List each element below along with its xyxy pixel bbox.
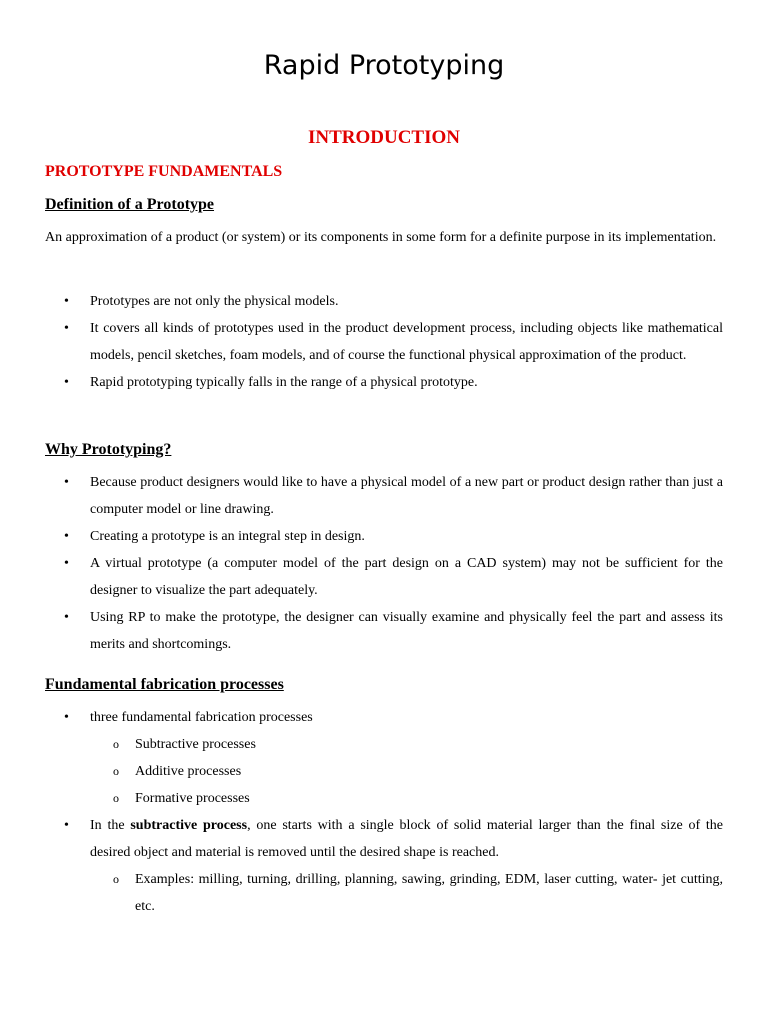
examples-sublist bbox=[90, 866, 723, 920]
fabrication-processes-heading: Fundamental fabrication processes bbox=[45, 676, 284, 693]
list-item bbox=[45, 812, 723, 920]
sublist-item: o Examples: milling, turning, drilling, planning, sawing, grinding, EDM, laser cutting, water- jet cutting, etc. bbox=[90, 866, 723, 920]
sublist-item: o Formative processes bbox=[90, 785, 723, 812]
list-item: • Creating a prototype is an integral step in design. bbox=[45, 523, 723, 550]
list-item: • Rapid prototyping typically falls in the range of a physical prototype. bbox=[45, 369, 723, 396]
definition-paragraph: An approximation of a product (or system) or its components in some form for a definite purpose in its implementation. bbox=[45, 230, 717, 245]
fabrication-bullet-list bbox=[45, 704, 723, 920]
list-item: • A virtual prototype (a computer model of the part design on a CAD system) may not be sufficient for the designer to visualize the part adequately. bbox=[45, 550, 723, 604]
definition-heading: Definition of a Prototype bbox=[45, 196, 215, 213]
list-item: • Using RP to make the prototype, the designer can visually examine and physically feel the part and assess its merits and shortcomings. bbox=[45, 604, 723, 658]
subtractive-description: , one starts with a single block of solid material larger than the final size of the desired object and material is removed until the desired shape is reached. bbox=[90, 818, 723, 860]
introduction-heading: INTRODUCTION bbox=[307, 127, 461, 148]
process-sublist bbox=[90, 731, 723, 812]
fabrication-intro-text: three fundamental fabrication processes bbox=[90, 710, 313, 725]
prototype-fundamentals-heading: PROTOTYPE FUNDAMENTALS bbox=[45, 163, 283, 180]
document-title: Rapid Prototyping bbox=[263, 50, 505, 81]
list-item bbox=[45, 704, 723, 812]
definition-bullet-list bbox=[45, 288, 723, 396]
list-item: • Prototypes are not only the physical models. bbox=[45, 288, 723, 315]
list-item: • It covers all kinds of prototypes used in the product development process, including objects like mathematical models, pencil sketches, foam models, and of course the functional physical approximation of the product. bbox=[45, 315, 723, 369]
why-prototyping-bullet-list bbox=[45, 469, 723, 658]
subtractive-process-term: subtractive process bbox=[130, 818, 248, 833]
list-item: • Because product designers would like to have a physical model of a new part or product design rather than just a computer model or line drawing. bbox=[45, 469, 723, 523]
sublist-item: o Additive processes bbox=[90, 758, 723, 785]
why-prototyping-heading: Why Prototyping? bbox=[45, 441, 172, 458]
sublist-item: o Subtractive processes bbox=[90, 731, 723, 758]
subtractive-prefix: In the bbox=[90, 818, 131, 833]
